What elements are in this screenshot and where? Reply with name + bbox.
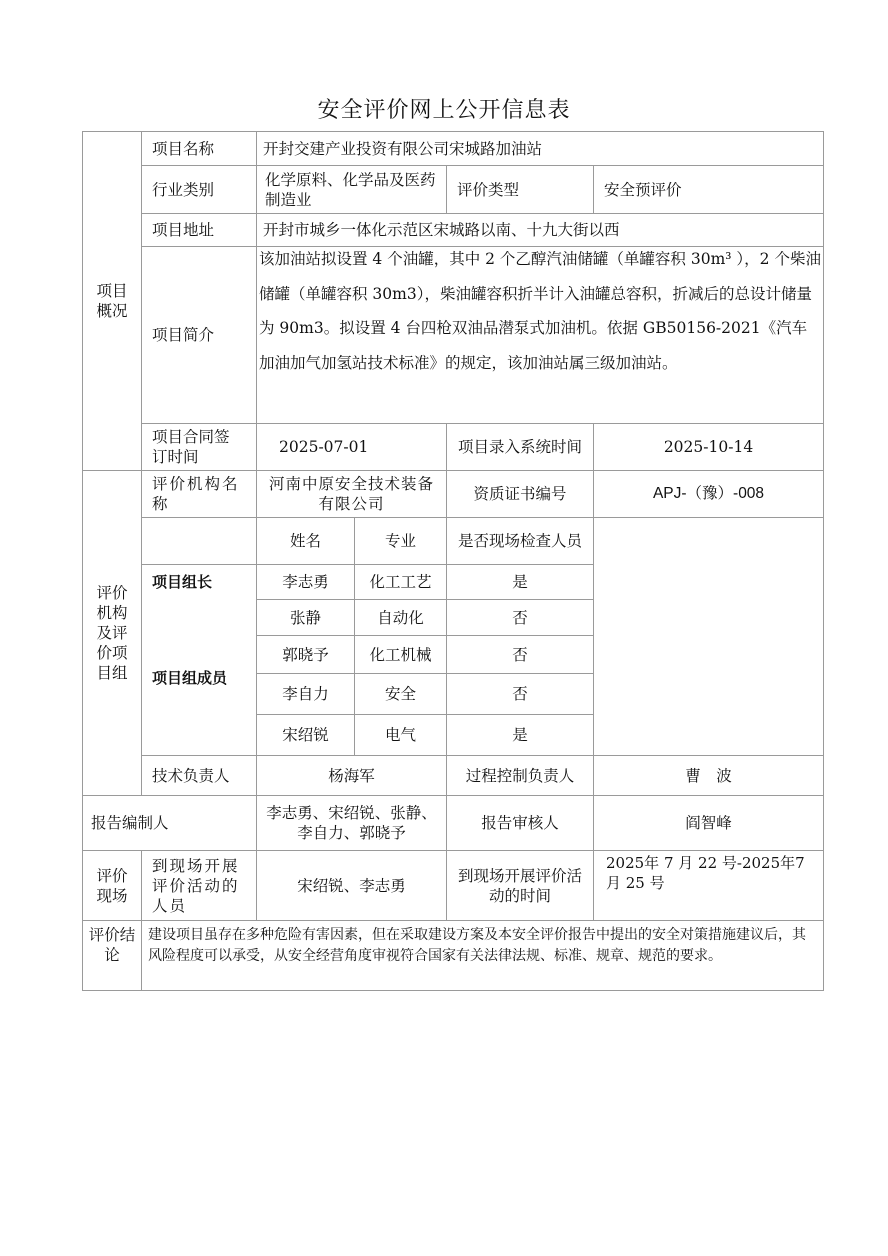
cert-label: 资质证书编号 [473,485,567,503]
member-name: 张静 [289,608,321,627]
eval-type-label: 评价类型 [457,180,520,199]
tech-lead-label: 技术负责人 [152,766,230,785]
org-name-label: 评价机构名称 [152,475,240,513]
address-label: 项目地址 [152,221,215,239]
report-reviewer-value: 阎智峰 [685,814,732,832]
table-border [823,131,824,991]
contract-date-label: 项目合同签订时间 [152,428,230,466]
project-name-label: 项目名称 [152,139,215,158]
table-border [82,990,824,991]
org-name-value: 河南中原安全技术装备有限公司 [268,475,434,513]
section-label-overview: 项目 概况 [96,282,128,320]
process-lead-value: 曹 波 [685,766,732,785]
member-major: 电气 [384,726,416,744]
col-header-major: 专业 [384,532,416,550]
col-header-name: 姓名 [289,532,321,550]
industry-label: 行业类别 [152,180,215,199]
tech-lead-value: 杨海军 [328,766,375,785]
member-name: 宋绍锐 [282,726,329,744]
member-onsite: 是 [512,726,528,744]
site-time-value: 2025年 7 月 22 号-2025年7月 25 号 [606,854,805,892]
leader-onsite: 是 [512,573,528,591]
address-value: 开封市城乡一体化示范区宋城路以南、十九大街以西 [263,221,620,239]
process-lead-label: 过程控制负责人 [465,766,575,785]
site-time-label: 到现场开展评价活动的时间 [457,866,582,905]
report-reviewer-label: 报告审核人 [481,814,559,832]
intro-value: 该加油站拟设置 4 个油罐，其中 2 个乙醇汽油储罐（单罐容积 30m³ ），2 个柴油储罐（单罐容积 30m3），柴油罐容积折半计入油罐总容积，折减后的总设计储量为 90m3。拟设置 4 台四枪双油品潜泵式加油机。依据 GB50156-2021《汽车加油加气加氢站技术标准》的规定，该加油站属三级加油站。 [259,250,821,372]
leader-label: 项目组长 [152,573,213,591]
col-header-onsite: 是否现场检查人员 [457,532,582,550]
cert-value: APJ-（豫）-008 [652,485,765,502]
member-name: 郭晓予 [282,645,329,664]
leader-major: 化工工艺 [369,573,432,591]
report-author-value: 李志勇、宋绍锐、张静、李自力、郭晓予 [266,804,437,842]
eval-type-value: 安全预评价 [604,180,682,199]
members-label: 项目组成员 [152,668,228,687]
site-people-value: 宋绍锐、李志勇 [297,876,406,895]
leader-name: 李志勇 [282,573,329,591]
section-label-org: 评价机构及评价项目组 [96,584,128,682]
conclusion-label: 评价结论 [88,926,136,964]
industry-value: 化学原料、化学品及医药制造业 [265,170,436,209]
member-onsite: 否 [512,685,528,703]
entry-date-label: 项目录入系统时间 [457,438,582,456]
page-title: 安全评价网上公开信息表 [317,98,571,123]
conclusion-value: 建设项目虽存在多种危险有害因素，但在采取建设方案及本安全评价报告中提出的安全对策措施建议后，其风险程度可以承受，从安全经营角度审视符合国家有关法律法规、标准、规章、规范的要求。 [148,927,806,964]
contract-date-value: 2025-07-01 [279,438,369,456]
member-onsite: 否 [512,608,528,627]
report-author-label: 报告编制人 [91,814,169,832]
project-name-value: 开封交建产业投资有限公司宋城路加油站 [263,139,543,158]
section-label-site: 评价现场 [96,866,128,905]
member-major: 自动化 [377,608,424,627]
member-major: 化工机械 [369,645,432,664]
entry-date-value: 2025-10-14 [663,438,754,456]
member-major: 安全 [384,685,416,703]
site-people-label: 到现场开展评价活动的人员 [152,856,240,915]
intro-label: 项目简介 [152,326,215,344]
member-name: 李自力 [282,685,329,703]
member-onsite: 否 [512,645,528,664]
